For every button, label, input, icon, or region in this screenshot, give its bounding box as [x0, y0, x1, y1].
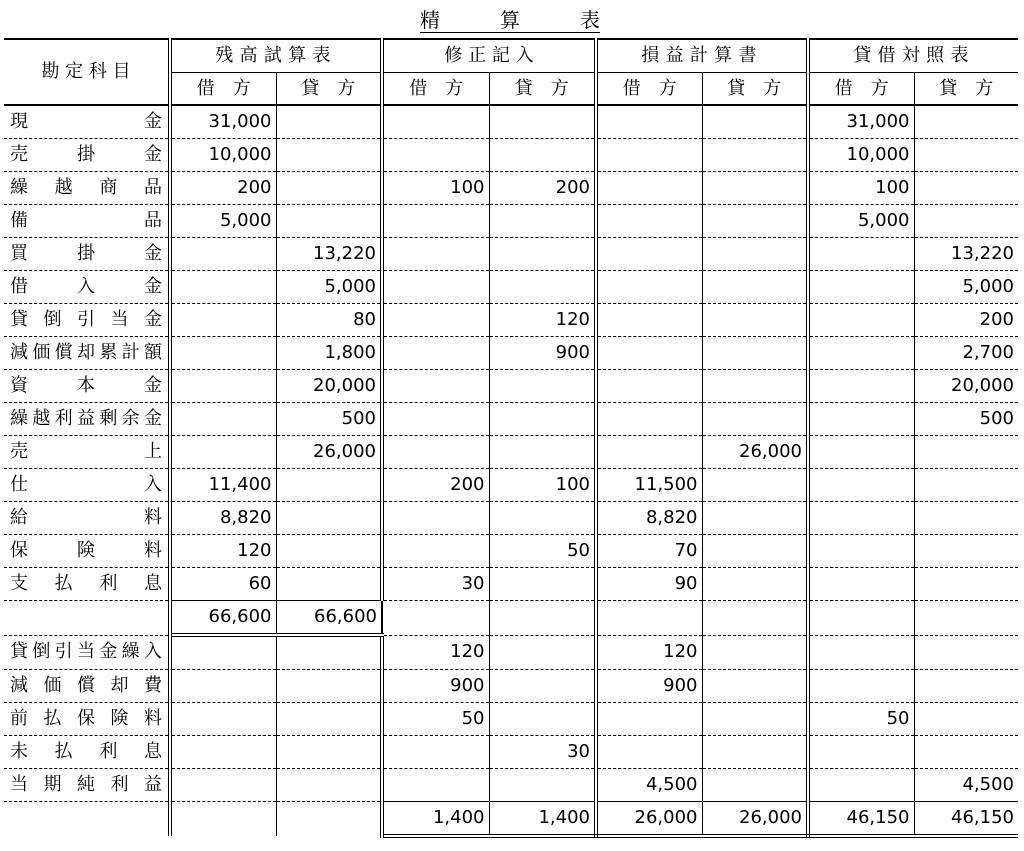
- amount-cell-adj-dr: [382, 502, 489, 535]
- title-char: 表: [580, 7, 600, 32]
- amount-cell-adj-cr: [489, 238, 596, 271]
- amount-cell-adj-cr: [489, 769, 596, 802]
- amount-cell-bs-cr: [914, 670, 1018, 703]
- worksheet-table: [4, 38, 1018, 838]
- amount-cell-adj-dr: [382, 403, 489, 436]
- amount-cell-is-cr: [702, 703, 808, 736]
- amount-cell-is-dr: [596, 403, 702, 436]
- account-header: 勘 定 科 目: [4, 39, 170, 105]
- amount-cell-bs-cr: [914, 205, 1018, 238]
- account-name: 減価償却費: [4, 670, 170, 703]
- amount-cell-bs-cr: [914, 436, 1018, 469]
- table-row: [4, 502, 1018, 535]
- amount-cell-is-cr: [702, 271, 808, 304]
- table-row: [4, 238, 1018, 271]
- amount-cell-bs-dr: [808, 304, 914, 337]
- amount-cell-bs-cr: [914, 172, 1018, 205]
- amount-cell-bs-dr: 46,150: [808, 802, 914, 837]
- sub-header-debit: 借 方: [170, 73, 276, 106]
- amount-cell-is-dr: [596, 205, 702, 238]
- amount-cell-adj-dr: [382, 105, 489, 139]
- amount-cell-is-cr: [702, 769, 808, 802]
- account-name: 現金: [4, 105, 170, 139]
- table-row: [4, 304, 1018, 337]
- amount-cell-adj-cr: [489, 436, 596, 469]
- amount-cell-is-cr: [702, 502, 808, 535]
- amount-cell-is-dr: [596, 736, 702, 769]
- amount-cell-bs-dr: 10,000: [808, 139, 914, 172]
- table-row: [4, 670, 1018, 703]
- amount-cell-is-dr: [596, 370, 702, 403]
- amount-cell-tb-dr: [170, 403, 276, 436]
- amount-cell-bs-dr: 50: [808, 703, 914, 736]
- amount-cell-is-cr: [702, 139, 808, 172]
- amount-cell-bs-dr: [808, 635, 914, 670]
- amount-cell-bs-cr: 5,000: [914, 271, 1018, 304]
- table-row: [4, 736, 1018, 769]
- amount-cell-adj-cr: [489, 205, 596, 238]
- amount-cell-tb-cr: [276, 535, 382, 568]
- amount-cell-bs-cr: [914, 535, 1018, 568]
- amount-cell-adj-cr: [489, 703, 596, 736]
- account-name: 借入金: [4, 271, 170, 304]
- sub-header-credit: 貸 方: [276, 73, 382, 106]
- amount-cell-tb-cr: [276, 205, 382, 238]
- amount-cell-adj-dr: [382, 139, 489, 172]
- amount-cell-bs-dr: [808, 502, 914, 535]
- amount-cell-is-cr: [702, 105, 808, 139]
- table-row: [4, 205, 1018, 238]
- amount-cell-is-dr: [596, 105, 702, 139]
- amount-cell-is-cr: [702, 304, 808, 337]
- amount-cell-tb-cr: 26,000: [276, 436, 382, 469]
- title-char: 算: [500, 7, 520, 32]
- amount-cell-adj-cr: [489, 403, 596, 436]
- account-name: 貸倒引当金繰入: [4, 635, 170, 670]
- amount-cell-is-dr: [596, 703, 702, 736]
- account-name: 未払利息: [4, 736, 170, 769]
- table-row: [4, 535, 1018, 568]
- amount-cell-bs-cr: 46,150: [914, 802, 1018, 837]
- table-row: [4, 271, 1018, 304]
- amount-cell-bs-cr: [914, 601, 1018, 636]
- account-name: 繰越利益剰余金: [4, 403, 170, 436]
- amount-cell-bs-dr: [808, 670, 914, 703]
- amount-cell-adj-dr: 120: [382, 635, 489, 670]
- amount-cell-tb-dr: [170, 635, 276, 670]
- table-row: [4, 568, 1018, 601]
- table-row: [4, 436, 1018, 469]
- amount-cell-adj-dr: [382, 205, 489, 238]
- worksheet-body: [4, 105, 1018, 836]
- amount-cell-tb-cr: [276, 502, 382, 535]
- account-name: 売上: [4, 436, 170, 469]
- amount-cell-adj-dr: [382, 337, 489, 370]
- amount-cell-tb-dr: [170, 769, 276, 802]
- worksheet-title: [420, 4, 600, 33]
- amount-cell-is-cr: [702, 601, 808, 636]
- amount-cell-is-dr: 26,000: [596, 802, 702, 837]
- amount-cell-tb-cr: 80: [276, 304, 382, 337]
- amount-cell-adj-dr: [382, 436, 489, 469]
- amount-cell-is-dr: 900: [596, 670, 702, 703]
- amount-cell-is-cr: [702, 535, 808, 568]
- amount-cell-adj-cr: [489, 670, 596, 703]
- amount-cell-adj-dr: 50: [382, 703, 489, 736]
- amount-cell-adj-dr: [382, 769, 489, 802]
- amount-cell-bs-cr: [914, 736, 1018, 769]
- amount-cell-tb-dr: 200: [170, 172, 276, 205]
- amount-cell-adj-dr: [382, 736, 489, 769]
- amount-cell-adj-dr: 1,400: [382, 802, 489, 837]
- amount-cell-adj-cr: [489, 601, 596, 636]
- amount-cell-adj-cr: [489, 502, 596, 535]
- account-name: 仕入: [4, 469, 170, 502]
- account-name: 保険料: [4, 535, 170, 568]
- amount-cell-adj-cr: [489, 568, 596, 601]
- amount-cell-adj-cr: [489, 139, 596, 172]
- amount-cell-bs-dr: [808, 568, 914, 601]
- table-row: [4, 802, 1018, 837]
- group-header-adjustments: 修 正 記 入: [382, 39, 596, 73]
- account-name: 前払保険料: [4, 703, 170, 736]
- amount-cell-bs-dr: [808, 337, 914, 370]
- amount-cell-bs-dr: [808, 601, 914, 636]
- account-name: 売掛金: [4, 139, 170, 172]
- amount-cell-bs-cr: [914, 703, 1018, 736]
- amount-cell-adj-cr: 30: [489, 736, 596, 769]
- account-name: 備品: [4, 205, 170, 238]
- account-name: 当期純利益: [4, 769, 170, 802]
- sub-header-credit: 貸 方: [702, 73, 808, 106]
- amount-cell-is-cr: [702, 736, 808, 769]
- table-row: [4, 601, 1018, 636]
- amount-cell-bs-cr: 20,000: [914, 370, 1018, 403]
- amount-cell-is-cr: [702, 670, 808, 703]
- amount-cell-bs-dr: [808, 736, 914, 769]
- amount-cell-tb-dr: [170, 238, 276, 271]
- amount-cell-tb-dr: [170, 802, 276, 837]
- account-name: [4, 601, 170, 636]
- amount-cell-adj-dr: [382, 238, 489, 271]
- title-char: 精: [420, 7, 440, 32]
- amount-cell-is-dr: 90: [596, 568, 702, 601]
- amount-cell-bs-cr: [914, 502, 1018, 535]
- amount-cell-tb-cr: 66,600: [276, 601, 382, 636]
- group-header-balance-sheet: 貸借対照表: [808, 39, 1018, 73]
- amount-cell-tb-dr: 8,820: [170, 502, 276, 535]
- amount-cell-is-dr: [596, 139, 702, 172]
- amount-cell-adj-cr: [489, 271, 596, 304]
- amount-cell-tb-dr: [170, 670, 276, 703]
- amount-cell-tb-dr: [170, 703, 276, 736]
- amount-cell-adj-cr: 900: [489, 337, 596, 370]
- amount-cell-is-dr: 120: [596, 635, 702, 670]
- amount-cell-tb-cr: [276, 568, 382, 601]
- amount-cell-tb-cr: [276, 139, 382, 172]
- amount-cell-is-cr: [702, 238, 808, 271]
- group-header-income-statement: 損益計算書: [596, 39, 808, 73]
- amount-cell-is-dr: 4,500: [596, 769, 702, 802]
- amount-cell-is-cr: 26,000: [702, 436, 808, 469]
- amount-cell-adj-dr: [382, 370, 489, 403]
- amount-cell-adj-cr: 120: [489, 304, 596, 337]
- amount-cell-tb-dr: 66,600: [170, 601, 276, 636]
- amount-cell-adj-dr: [382, 535, 489, 568]
- account-name: 買掛金: [4, 238, 170, 271]
- amount-cell-tb-dr: 10,000: [170, 139, 276, 172]
- account-name: 繰越商品: [4, 172, 170, 205]
- amount-cell-tb-dr: 120: [170, 535, 276, 568]
- amount-cell-tb-cr: [276, 670, 382, 703]
- account-name: 資本金: [4, 370, 170, 403]
- amount-cell-bs-dr: 100: [808, 172, 914, 205]
- amount-cell-tb-cr: 13,220: [276, 238, 382, 271]
- amount-cell-bs-dr: 5,000: [808, 205, 914, 238]
- amount-cell-bs-cr: [914, 568, 1018, 601]
- amount-cell-is-cr: [702, 568, 808, 601]
- amount-cell-tb-cr: [276, 469, 382, 502]
- amount-cell-bs-cr: 4,500: [914, 769, 1018, 802]
- account-name: [4, 802, 170, 837]
- amount-cell-is-dr: [596, 337, 702, 370]
- amount-cell-bs-dr: 31,000: [808, 105, 914, 139]
- amount-cell-tb-cr: [276, 105, 382, 139]
- amount-cell-tb-cr: 5,000: [276, 271, 382, 304]
- account-name: 貸倒引当金: [4, 304, 170, 337]
- amount-cell-adj-cr: 100: [489, 469, 596, 502]
- group-header-trial-balance: 残高試算表: [170, 39, 382, 73]
- amount-cell-tb-cr: 1,800: [276, 337, 382, 370]
- amount-cell-bs-cr: 13,220: [914, 238, 1018, 271]
- table-row: [4, 172, 1018, 205]
- amount-cell-adj-dr: 200: [382, 469, 489, 502]
- amount-cell-adj-cr: [489, 105, 596, 139]
- amount-cell-bs-dr: [808, 238, 914, 271]
- table-row: [4, 370, 1018, 403]
- amount-cell-tb-cr: [276, 736, 382, 769]
- account-name: 支払利息: [4, 568, 170, 601]
- account-name: 給料: [4, 502, 170, 535]
- amount-cell-is-dr: [596, 172, 702, 205]
- amount-cell-tb-cr: [276, 172, 382, 205]
- amount-cell-tb-dr: [170, 370, 276, 403]
- amount-cell-is-cr: [702, 337, 808, 370]
- sub-header-debit: 借 方: [596, 73, 702, 106]
- amount-cell-tb-dr: 11,400: [170, 469, 276, 502]
- amount-cell-bs-cr: [914, 139, 1018, 172]
- amount-cell-bs-dr: [808, 769, 914, 802]
- amount-cell-bs-dr: [808, 436, 914, 469]
- amount-cell-tb-dr: 5,000: [170, 205, 276, 238]
- amount-cell-bs-dr: [808, 403, 914, 436]
- account-name: 減価償却累計額: [4, 337, 170, 370]
- amount-cell-is-dr: 70: [596, 535, 702, 568]
- amount-cell-adj-dr: 100: [382, 172, 489, 205]
- amount-cell-adj-dr: [382, 601, 489, 636]
- amount-cell-tb-cr: [276, 769, 382, 802]
- sub-header-credit: 貸 方: [489, 73, 596, 106]
- amount-cell-bs-cr: 2,700: [914, 337, 1018, 370]
- sub-header-debit: 借 方: [808, 73, 914, 106]
- amount-cell-bs-cr: [914, 469, 1018, 502]
- amount-cell-tb-dr: 31,000: [170, 105, 276, 139]
- amount-cell-tb-dr: [170, 736, 276, 769]
- amount-cell-is-cr: [702, 370, 808, 403]
- sub-header-credit: 貸 方: [914, 73, 1018, 106]
- amount-cell-tb-cr: 500: [276, 403, 382, 436]
- amount-cell-tb-cr: 20,000: [276, 370, 382, 403]
- amount-cell-tb-cr: [276, 635, 382, 670]
- amount-cell-tb-dr: [170, 337, 276, 370]
- table-row: [4, 703, 1018, 736]
- amount-cell-adj-dr: 30: [382, 568, 489, 601]
- amount-cell-bs-cr: 200: [914, 304, 1018, 337]
- amount-cell-is-dr: 8,820: [596, 502, 702, 535]
- amount-cell-is-cr: [702, 403, 808, 436]
- amount-cell-is-dr: [596, 601, 702, 636]
- amount-cell-bs-cr: [914, 635, 1018, 670]
- amount-cell-is-cr: 26,000: [702, 802, 808, 837]
- table-row: [4, 105, 1018, 139]
- table-row: [4, 403, 1018, 436]
- amount-cell-is-dr: 11,500: [596, 469, 702, 502]
- amount-cell-adj-cr: 1,400: [489, 802, 596, 837]
- amount-cell-adj-cr: [489, 370, 596, 403]
- amount-cell-bs-dr: [808, 535, 914, 568]
- amount-cell-bs-cr: [914, 105, 1018, 139]
- amount-cell-adj-cr: [489, 635, 596, 670]
- amount-cell-bs-dr: [808, 271, 914, 304]
- amount-cell-adj-dr: [382, 304, 489, 337]
- amount-cell-is-cr: [702, 172, 808, 205]
- amount-cell-is-cr: [702, 469, 808, 502]
- table-row: [4, 337, 1018, 370]
- amount-cell-tb-cr: [276, 802, 382, 837]
- amount-cell-is-dr: [596, 436, 702, 469]
- amount-cell-adj-dr: [382, 271, 489, 304]
- table-row: [4, 139, 1018, 172]
- amount-cell-tb-cr: [276, 703, 382, 736]
- table-row: [4, 469, 1018, 502]
- amount-cell-bs-cr: 500: [914, 403, 1018, 436]
- amount-cell-tb-dr: [170, 271, 276, 304]
- amount-cell-is-cr: [702, 635, 808, 670]
- amount-cell-adj-cr: 200: [489, 172, 596, 205]
- amount-cell-is-dr: [596, 304, 702, 337]
- amount-cell-is-dr: [596, 238, 702, 271]
- amount-cell-adj-cr: 50: [489, 535, 596, 568]
- amount-cell-bs-dr: [808, 370, 914, 403]
- table-row: [4, 635, 1018, 670]
- amount-cell-is-dr: [596, 271, 702, 304]
- amount-cell-tb-dr: [170, 436, 276, 469]
- sub-header-debit: 借 方: [382, 73, 489, 106]
- amount-cell-adj-dr: 900: [382, 670, 489, 703]
- amount-cell-bs-dr: [808, 469, 914, 502]
- amount-cell-tb-dr: [170, 304, 276, 337]
- amount-cell-tb-dr: 60: [170, 568, 276, 601]
- table-row: [4, 769, 1018, 802]
- amount-cell-is-cr: [702, 205, 808, 238]
